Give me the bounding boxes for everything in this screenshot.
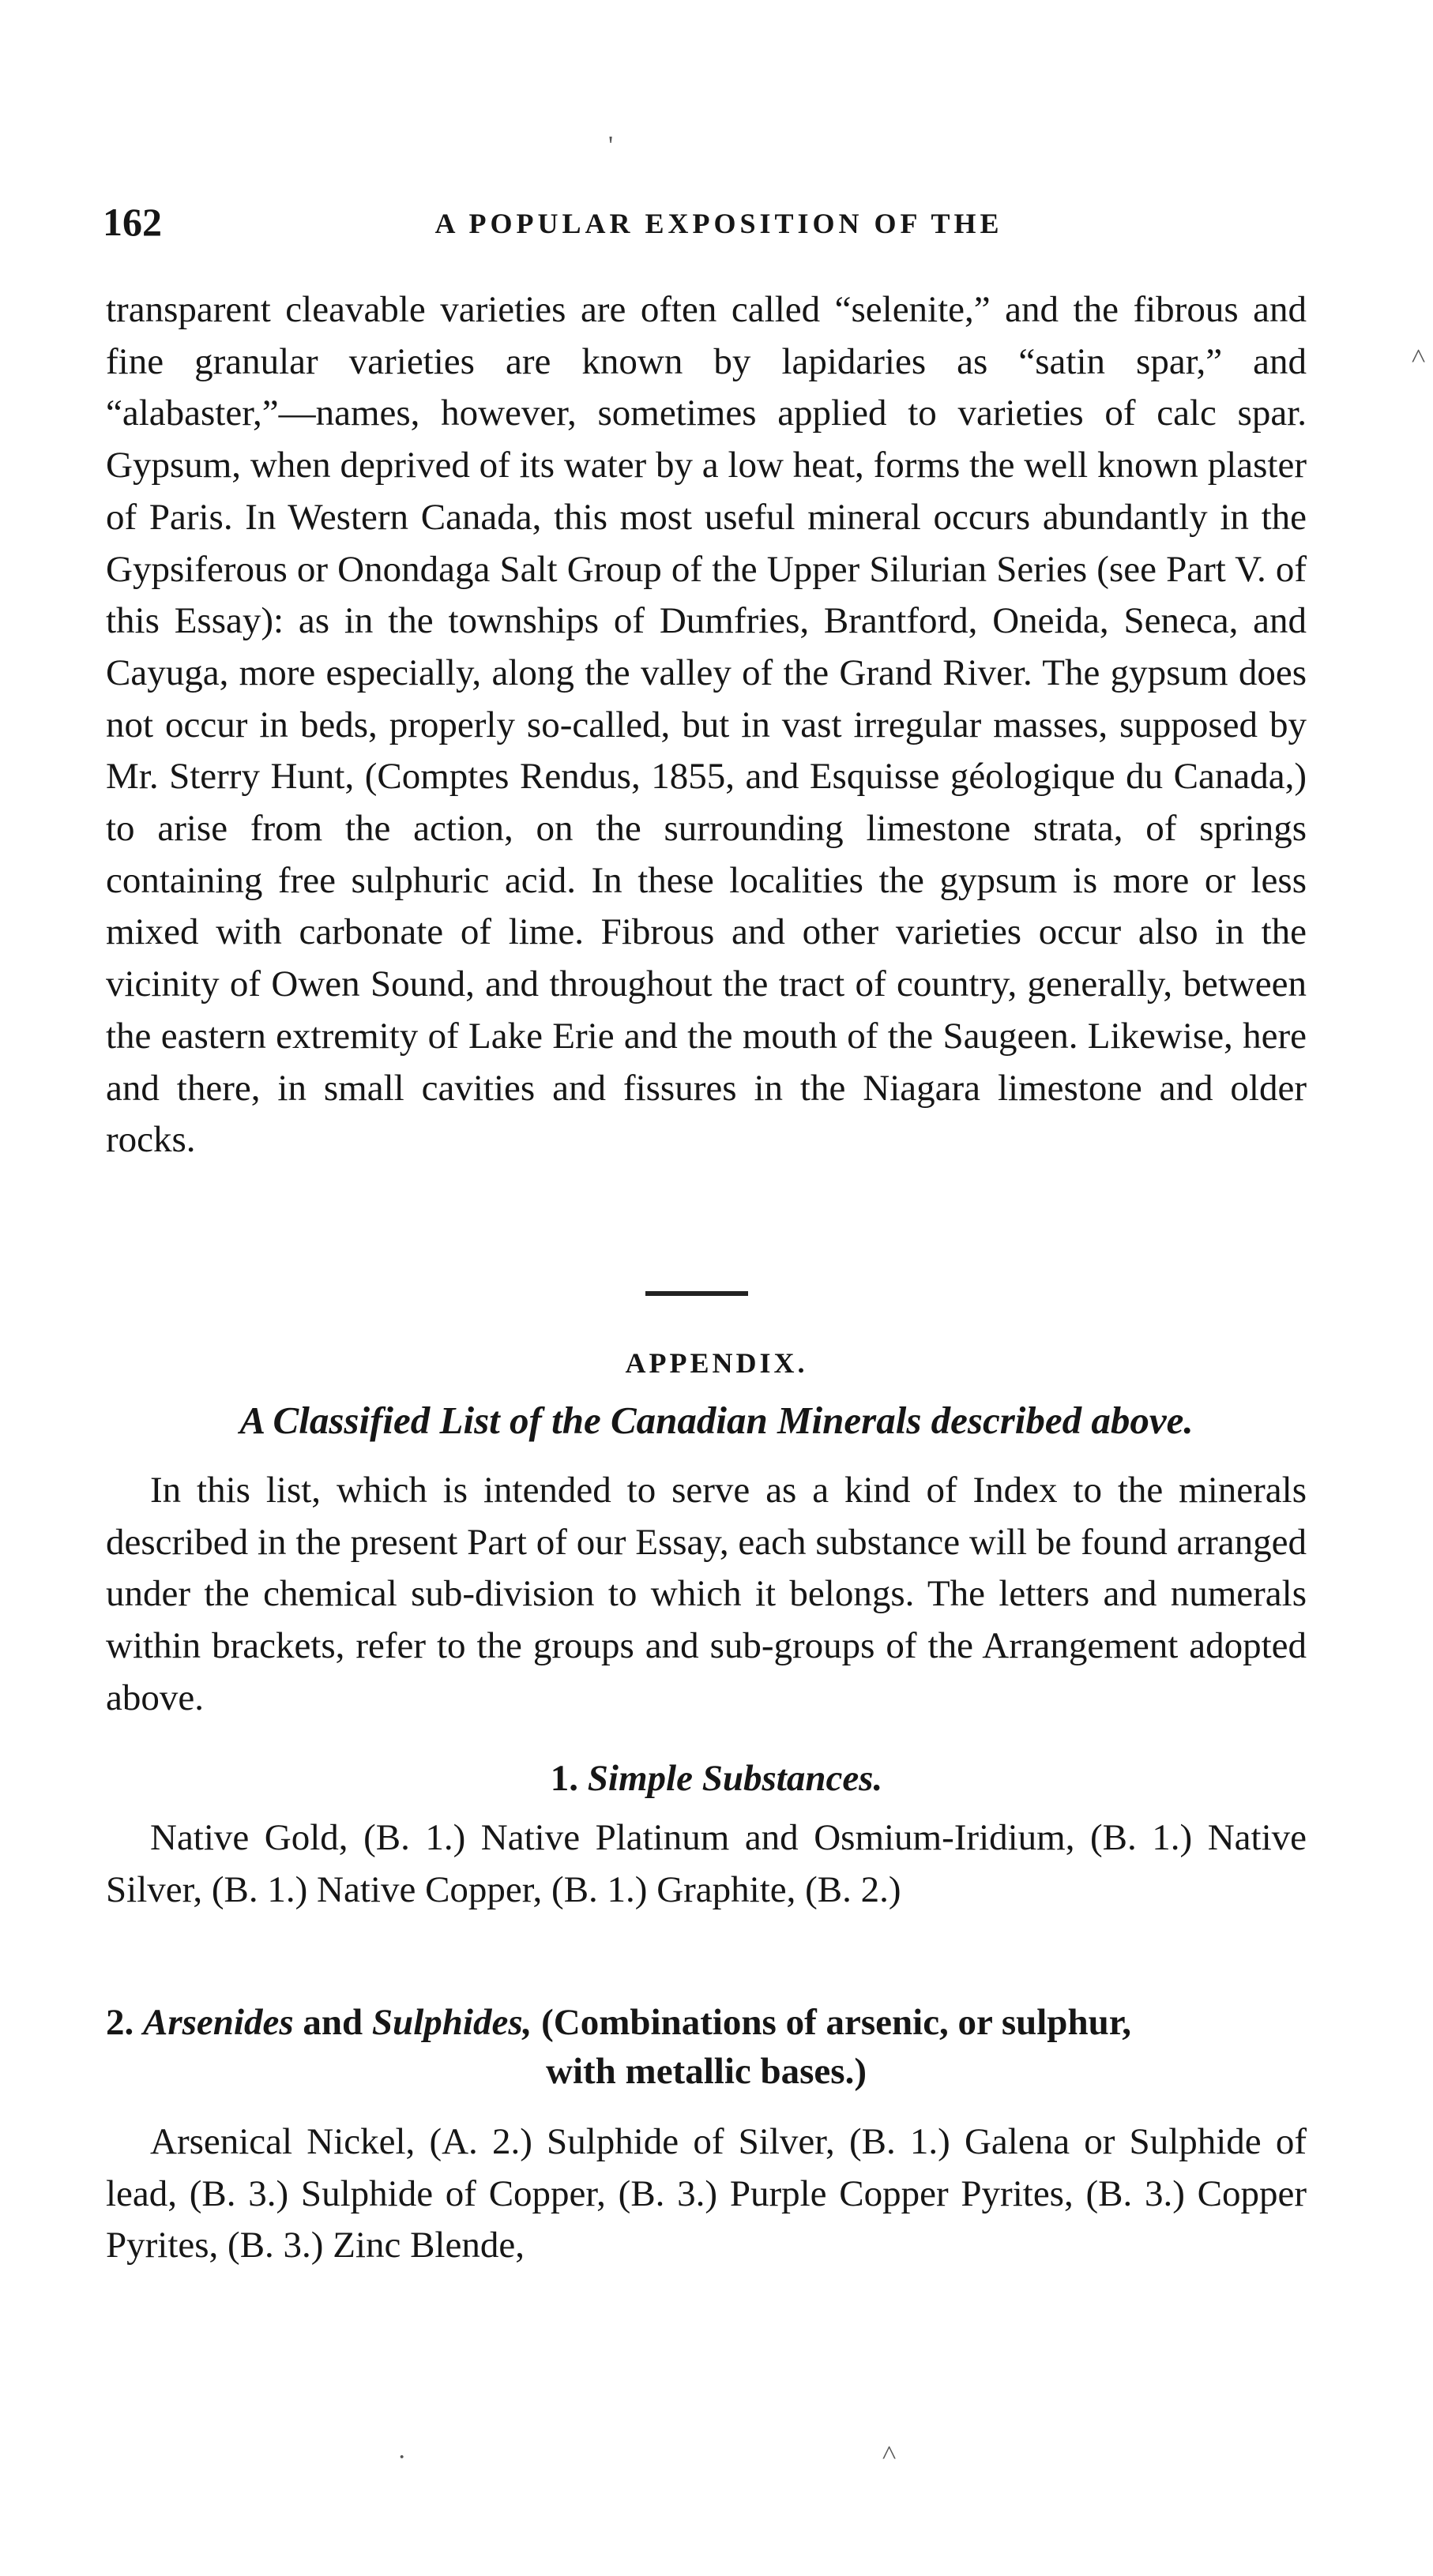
section-number: 1.	[550, 1758, 579, 1799]
print-speck: ·	[397, 2443, 407, 2472]
appendix-subtitle: A Classified List of the Canadian Minerals described above.	[239, 1399, 1194, 1442]
body-paragraph-intro	[106, 1465, 1307, 1725]
body-paragraph-arsenides-sulphides	[106, 2116, 1307, 2272]
section-term-sulphides: Sulphides,	[371, 2002, 532, 2043]
section-divider	[645, 1291, 748, 1296]
paragraph-text: transparent cleavable varieties are often called “selenite,” and the fibrous and fine granular varieties are known by lapidaries as “satin spar,” and “alabaster,”—names, however, sometimes applied to varieties of calc spar. Gypsum, when deprived of its water by a low heat, forms the well known plaster of Paris. In Western Canada, this most useful mineral occurs abundantly in the Gypsiferous or Onondaga Salt Group of the Upper Silurian Series (see Part V. of this Essay): as in the townships of Dumfries, Brantford, Oneida, Seneca, and Cayuga, more especially, along the valley of the Grand River. The gypsum does not occur in beds, properly so-called, but in vast irregular masses, supposed by Mr. Sterry Hunt, (Comptes Rendus, 1855, and Esquisse géologique du Canada,) to arise from the action, on the surrounding limestone strata, of springs containing free sulphuric acid. In these localities the gypsum is more or less mixed with carbonate of lime. Fibrous and other varieties occur also in the vicinity of Owen Sound, and throughout the tract of country, generally, between the eastern extremity of Lake Erie and the mouth of the Saugeen. Likewise, here and there, in small cavities and fissures in the Niagara limestone and older rocks.	[106, 289, 1307, 1161]
section-title: Simple Substances.	[587, 1758, 883, 1799]
section-description-continued: with metallic bases.)	[546, 2051, 867, 2092]
body-paragraph-gypsum	[106, 284, 1307, 1166]
paragraph-text: In this list, which is intended to serve as a kind of Index to the minerals described in the present Part of our Essay, each substance will be found arranged under the chemical sub-division to which it belongs. The letters and numerals within brackets, refer to the groups and sub-groups of the Arrangement adopted above.	[106, 1470, 1307, 1718]
appendix-title: APPENDIX.	[625, 1347, 808, 1379]
print-speck: '	[608, 131, 614, 160]
paragraph-text: Arsenical Nickel, (A. 2.) Sulphide of Silver, (B. 1.) Galena or Sulphide of lead, (B. 3.) Sulphide of Copper, (B. 3.) Purple Copper Pyrites, (B. 3.) Copper Pyrites, (B. 3.) Zinc Blende,	[106, 2121, 1307, 2266]
section-description: (Combinations of arsenic, or sulphur,	[541, 2002, 1132, 2043]
section-heading-arsenides-sulphides	[106, 1998, 1307, 2096]
print-speck: ˄	[1411, 342, 1427, 371]
page-header	[103, 199, 1335, 250]
print-speck: ˄	[882, 2439, 897, 2468]
body-paragraph-simple-substances	[106, 1812, 1307, 1916]
paragraph-text: Native Gold, (B. 1.) Native Platinum and Osmium-Iridium, (B. 1.) Native Silver, (B. 1.) Native Copper, (B. 1.) Graphite, (B. 2.)	[106, 1817, 1307, 1910]
section-term-arsenides: Arsenides	[143, 2002, 294, 2043]
section-conjunction: and	[303, 2002, 363, 2043]
section-heading-line	[106, 1998, 1307, 2047]
section-number: 2.	[106, 2002, 134, 2043]
page-number: 162	[103, 200, 162, 244]
section-heading-simple-substances	[0, 1757, 1433, 1800]
running-head: A POPULAR EXPOSITION OF THE	[434, 208, 1003, 239]
